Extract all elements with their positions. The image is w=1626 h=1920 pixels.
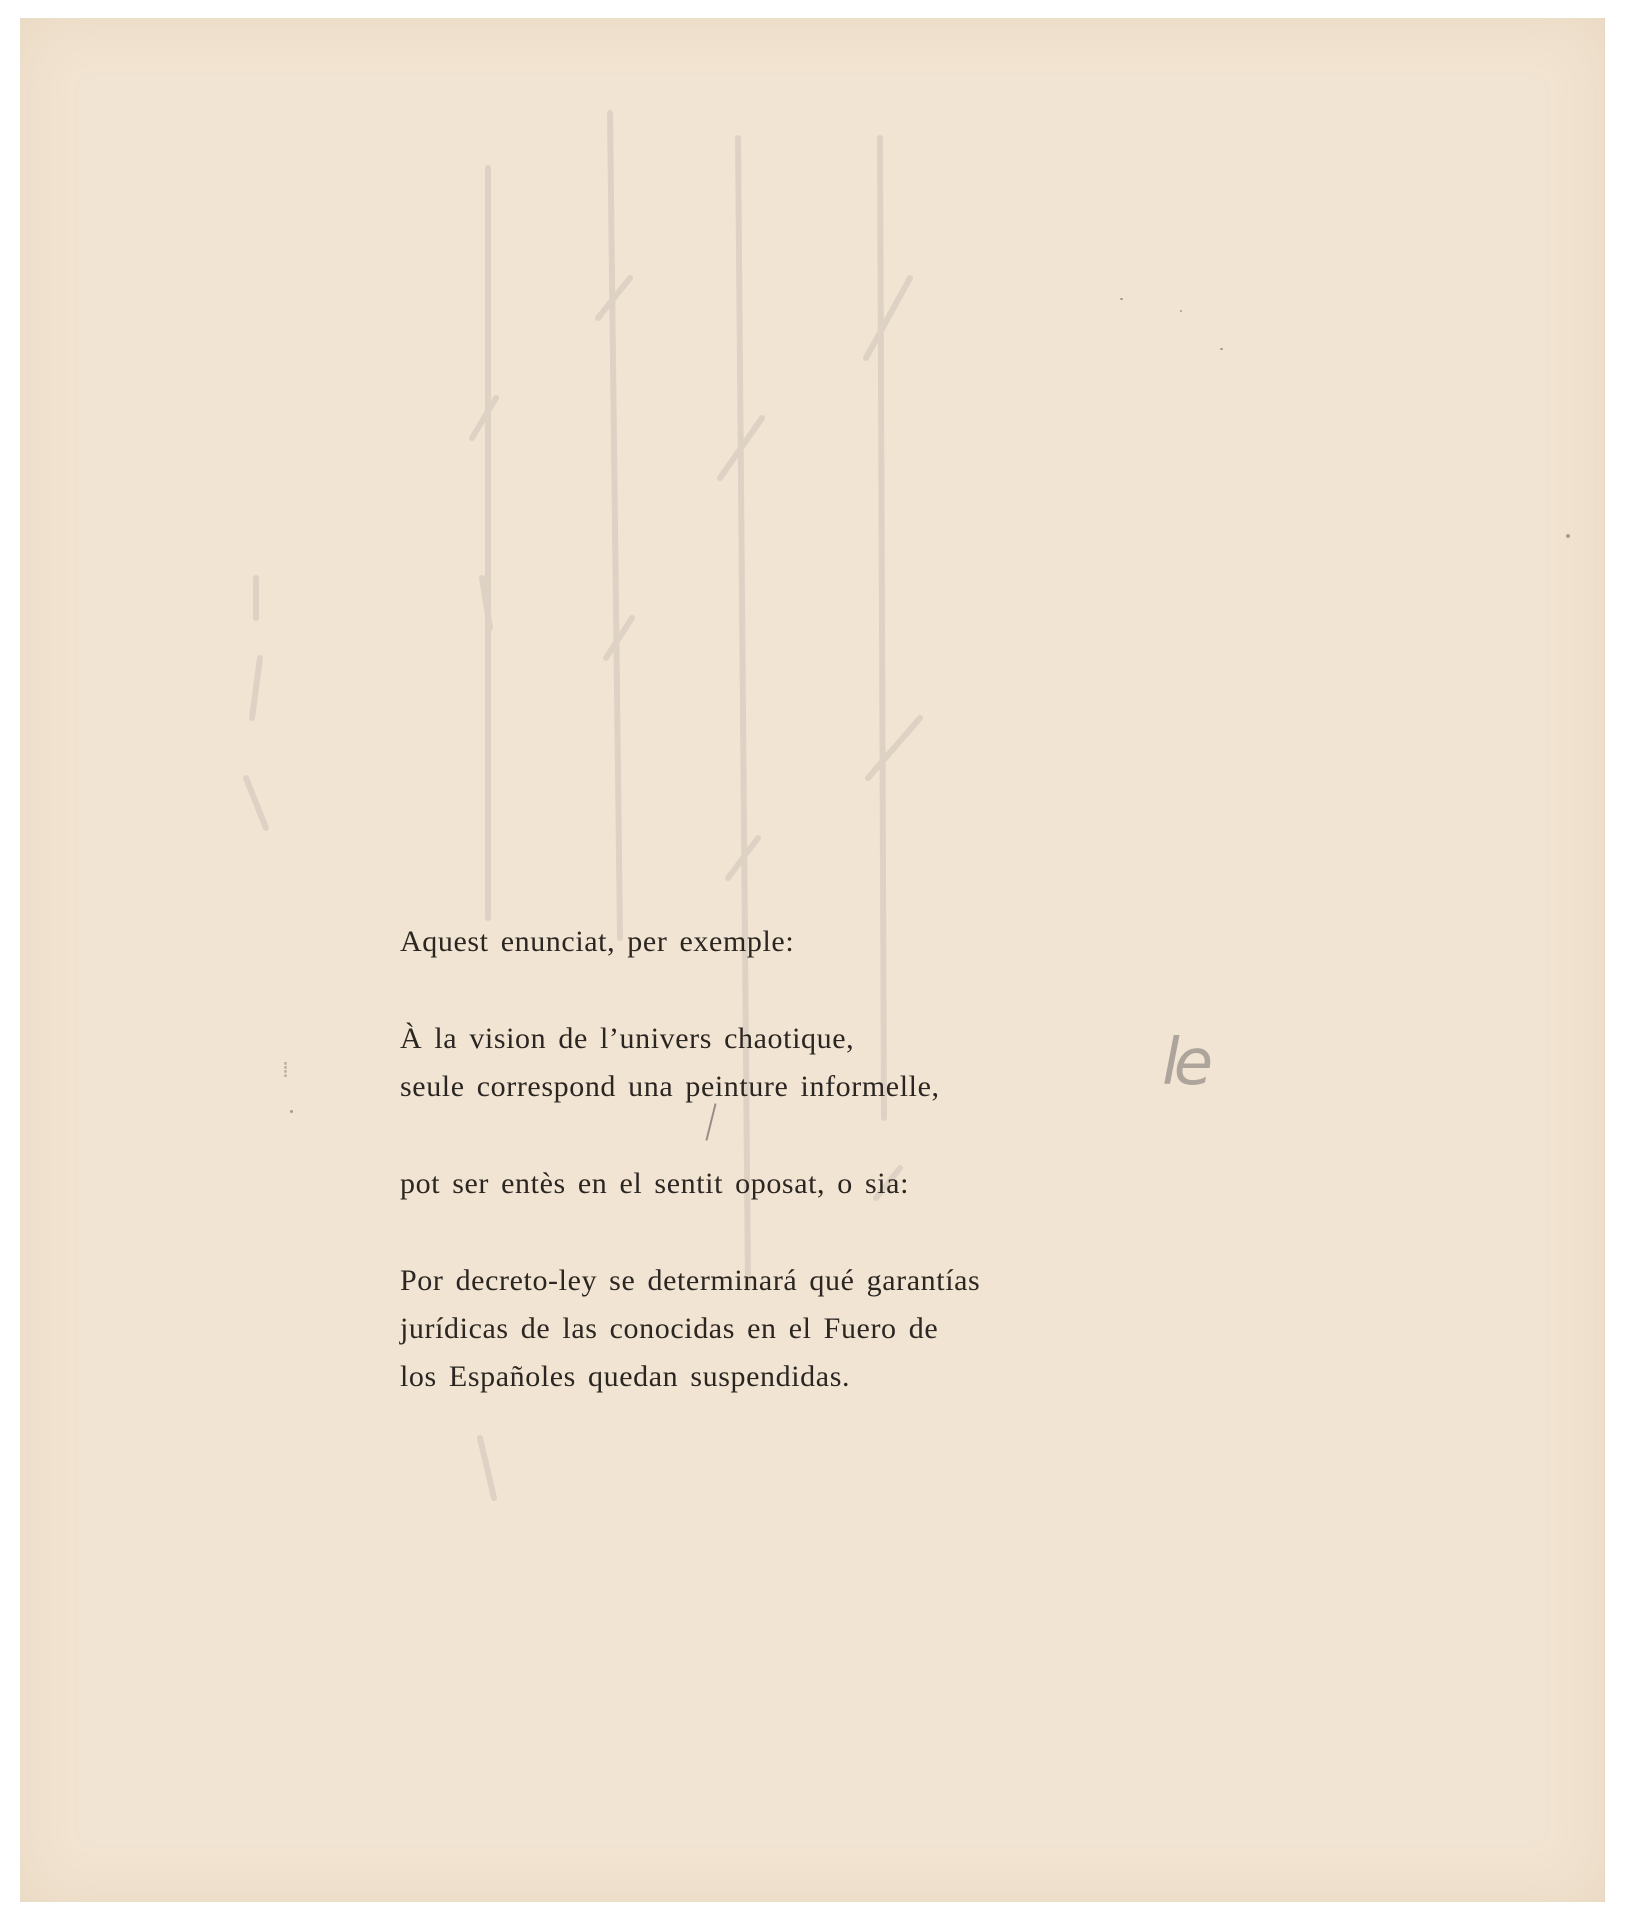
body-text (400, 918, 1180, 1401)
quote-french-line-2: seule correspond una peinture informelle, (400, 1070, 940, 1103)
quote-spanish-line-2: jurídicas de las conocidas en el Fuero de (400, 1312, 939, 1345)
paragraph-intro: Aquest enunciat, per exemple: (400, 925, 795, 958)
paper-speck (1180, 310, 1182, 312)
pencil-annotation-right: le (1162, 1026, 1208, 1100)
paper-sheet (20, 18, 1605, 1902)
pencil-mark-left: ⁞ (282, 1058, 289, 1083)
paper-speck (1220, 348, 1223, 350)
quote-spanish-line-3: los Españoles quedan suspendidas. (400, 1360, 851, 1393)
quote-french-line-1: À la vision de l’univers chaotique, (400, 1022, 855, 1055)
paper-speck (290, 1110, 293, 1113)
paragraph-transition: pot ser entès en el sentit oposat, o sia: (400, 1167, 910, 1200)
paper-speck (1566, 534, 1570, 538)
paper-speck (1120, 298, 1123, 300)
quote-spanish-line-1: Por decreto-ley se determinará qué garantías (400, 1264, 981, 1297)
